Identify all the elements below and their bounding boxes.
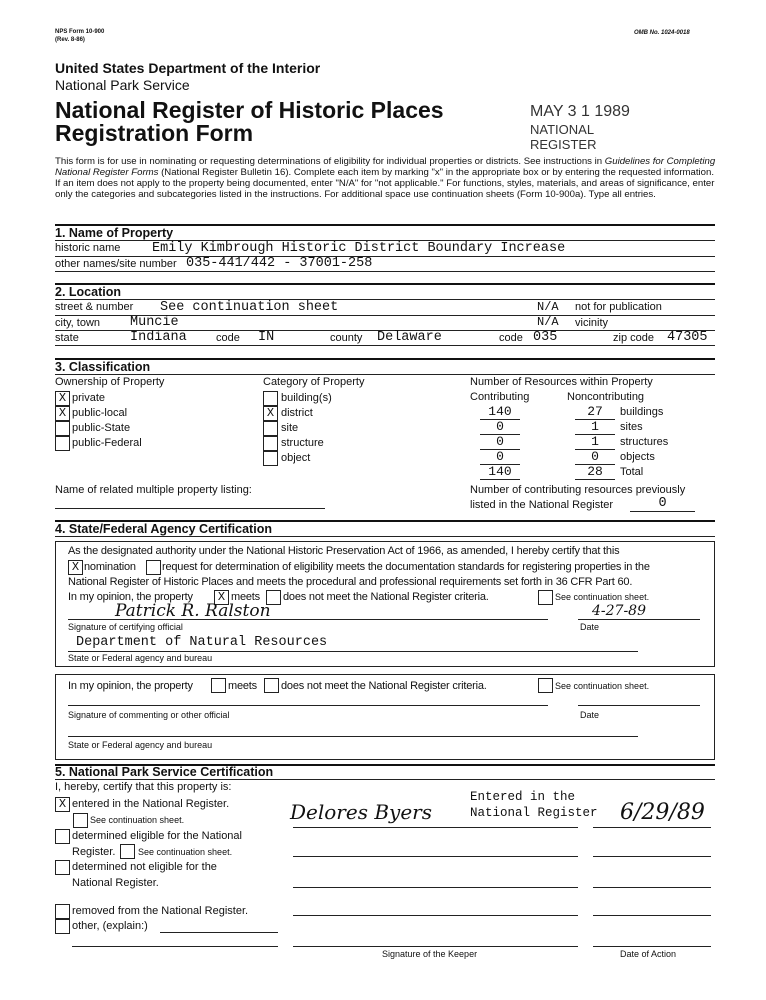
state-code-field[interactable]: IN (258, 330, 275, 345)
county-field[interactable]: Delaware (377, 330, 442, 345)
entered-continuation-label: See continuation sheet. (90, 815, 185, 825)
building-label: building(s) (281, 392, 332, 404)
divider (55, 271, 715, 272)
historic-name-label: historic name (55, 242, 121, 254)
multiple-listing-label: Name of related multiple property listing: (55, 484, 252, 496)
eligible-continuation-label: See continuation sheet. (138, 847, 233, 857)
contributing-count[interactable]: 140 (488, 404, 512, 419)
district-label: district (281, 407, 313, 419)
stamp-national: NATIONAL (530, 122, 595, 137)
other-explain-line-2 (72, 946, 278, 947)
city-field[interactable]: Muncie (130, 315, 179, 330)
keeper-label: Signature of the Keeper (382, 949, 478, 959)
structure-checkbox[interactable] (263, 436, 278, 451)
county-label: county (330, 332, 363, 344)
contributing-count[interactable]: 0 (496, 434, 504, 449)
service: National Park Service (55, 77, 190, 93)
omb-number: OMB No. 1024-0018 (634, 30, 690, 36)
eligible-continuation-checkbox[interactable] (120, 844, 135, 859)
eligible-label-2: Register. (72, 846, 116, 858)
contributing-heading: Contributing (470, 391, 530, 403)
divider (55, 374, 715, 375)
street-label: street & number (55, 301, 134, 313)
opinion-label-2: In my opinion, the property (68, 680, 193, 692)
other-label: other, (explain:) (72, 920, 148, 932)
action-date-line (593, 856, 711, 857)
opinion-label: In my opinion, the property (68, 591, 193, 603)
state-field[interactable]: Indiana (130, 330, 187, 345)
received-stamp-date: MAY 3 1 1989 (530, 103, 630, 120)
state-label: state (55, 332, 79, 344)
action-date-line (593, 827, 711, 828)
public-federal-checkbox[interactable] (55, 436, 70, 451)
section-3-heading: 3. Classification (55, 360, 151, 374)
divider (55, 345, 715, 346)
other-checkbox[interactable] (55, 919, 70, 934)
certifying-signature: Patrick R. Ralston (115, 601, 271, 621)
na-publication[interactable]: N/A (537, 300, 559, 314)
stamp-register: REGISTER (530, 137, 597, 152)
resource-type-label: objects (620, 451, 655, 463)
zip-label: zip code (613, 332, 654, 344)
meets-checkbox-2[interactable] (211, 678, 226, 693)
object-label: object (281, 452, 311, 464)
section-2-heading: 2. Location (55, 285, 121, 299)
resource-type-label: sites (620, 421, 643, 433)
page-subtitle: Registration Form (55, 120, 254, 146)
divider (55, 779, 715, 780)
nomination-checkbox[interactable]: X (68, 560, 83, 575)
section-4-heading: 4. State/Federal Agency Certification (55, 522, 272, 536)
divider (630, 511, 695, 512)
date-label-2: Date (580, 710, 600, 720)
continuation-label-2: See continuation sheet. (555, 681, 650, 691)
nomination-label: nomination (84, 561, 136, 573)
removed-label: removed from the National Register. (72, 905, 249, 917)
not-eligible-label-2: National Register. (72, 877, 159, 889)
noncontributing-count[interactable]: 28 (587, 464, 603, 479)
public-state-label: public-State (72, 422, 131, 434)
na-vicinity[interactable]: N/A (537, 315, 559, 329)
page-title: National Register of Historic Places (55, 97, 444, 123)
instructions-guideline-title: Guidelines for Completing National Register Forms (55, 156, 716, 178)
cert-text-1: As the designated authority under the National Historic Preservation Act of 1966, as amended, I hereby certify that this (68, 545, 620, 557)
divider (55, 256, 715, 257)
previously-listed-field[interactable]: 0 (658, 496, 667, 511)
other-explain-line (160, 932, 278, 933)
agency-line-2 (68, 736, 638, 737)
ownership-heading: Ownership of Property (55, 376, 165, 388)
not-eligible-label: determined not eligible for the (72, 861, 217, 873)
public-local-checkbox[interactable]: X (55, 406, 70, 421)
site-checkbox[interactable] (263, 421, 278, 436)
county-code-field[interactable]: 035 (533, 330, 558, 345)
signature-line-2 (68, 705, 548, 706)
action-date-line (593, 887, 711, 888)
divider (55, 358, 715, 360)
resources-heading: Number of Resources within Property (470, 376, 653, 388)
noncontributing-count[interactable]: 0 (591, 449, 599, 464)
keeper-line (293, 915, 578, 916)
contributing-count[interactable]: 140 (488, 464, 512, 479)
action-date-label: Date of Action (620, 949, 677, 959)
instructions (55, 156, 720, 200)
eligible-checkbox[interactable] (55, 829, 70, 844)
object-checkbox[interactable] (263, 451, 278, 466)
noncontributing-heading: Noncontributing (567, 391, 645, 403)
form-number: NPS Form 10-900 (55, 29, 105, 35)
section-5-heading: 5. National Park Service Certification (55, 765, 274, 779)
entered-label: entered in the National Register. (72, 798, 230, 810)
resource-type-label: Total (620, 466, 644, 478)
keeper-line (293, 887, 578, 888)
structure-label: structure (281, 437, 324, 449)
meets-label: meets (231, 591, 260, 603)
agency-field[interactable]: Department of Natural Resources (76, 635, 328, 650)
does-not-meet-checkbox-2[interactable] (264, 678, 279, 693)
street-field[interactable]: See continuation sheet (160, 300, 339, 315)
contributing-count[interactable]: 0 (496, 449, 504, 464)
county-code-label: code (499, 332, 523, 344)
department: United States Department of the Interior (55, 60, 321, 76)
form-revision: (Rev. 8-86) (55, 37, 85, 43)
action-date-line (593, 946, 711, 947)
historic-name-field[interactable]: Emily Kimbrough Historic District Boundary Increase (152, 241, 566, 256)
certifying-date: 4-27-89 (592, 603, 646, 619)
resource-type-label: structures (620, 436, 669, 448)
noncontributing-count[interactable]: 1 (591, 419, 599, 434)
action-date: 6/29/89 (620, 800, 705, 825)
divider (55, 299, 715, 300)
keeper-line (293, 827, 578, 828)
zip-field[interactable]: 47305 (667, 330, 708, 345)
previously-listed-label: Number of contributing resources previously (470, 484, 686, 496)
public-state-checkbox[interactable] (55, 421, 70, 436)
category-heading: Category of Property (263, 376, 365, 388)
eligible-label: determined eligible for the National (72, 830, 242, 842)
date-line-2 (578, 705, 700, 706)
other-names-field[interactable]: 035-441/442 - 37001-258 (186, 256, 373, 271)
meets-checkbox[interactable]: X (214, 590, 229, 605)
action-date-line (593, 915, 711, 916)
entered-continuation-checkbox[interactable] (73, 813, 88, 828)
not-eligible-checkbox[interactable] (55, 860, 70, 875)
continuation-label: See continuation sheet. (555, 592, 650, 602)
private-checkbox[interactable]: X (55, 391, 70, 406)
not-for-publication-label: not for publication (575, 301, 662, 313)
entered-stamp-1: Entered in the (470, 790, 576, 804)
private-label: private (72, 392, 106, 404)
building-checkbox[interactable] (263, 391, 278, 406)
entered-checkbox[interactable]: X (55, 797, 70, 812)
code-label: code (216, 332, 240, 344)
continuation-checkbox-2[interactable] (538, 678, 553, 693)
noncontributing-count[interactable]: 1 (591, 434, 599, 449)
request-checkbox[interactable] (146, 560, 161, 575)
instructions-text-2: (National Register Bulletin 16). Complete each item by marking "x" in the appropriate box or by entering the requested information. If an item does not apply to the property being documented, enter "N/A" for "not applicable." For functions, styles, materials, and areas of significance, enter only the categories and subcategories listed in the instructions. For additional space use continuation sheets (Form 10-900a). Type all entries. (55, 167, 715, 200)
keeper-line (293, 946, 578, 947)
agency-label: State or Federal agency and bureau (68, 653, 213, 663)
count-line (480, 479, 520, 480)
divider (55, 536, 715, 537)
district-checkbox[interactable]: X (263, 406, 278, 421)
does-not-meet-label-2: does not meet the National Register criteria. (281, 680, 487, 692)
keeper-line (293, 856, 578, 857)
agency-line (68, 651, 638, 652)
count-line (575, 479, 615, 480)
cert-text-3: National Register of Historic Places and meets the procedural and professional requirements set forth in 36 CFR Part 60. (68, 576, 633, 588)
request-label: request for determination of eligibility meets the documentation standards for registering properties in the (162, 561, 650, 573)
section-1-heading: 1. Name of Property (55, 226, 174, 240)
keeper-signature: Delores Byers (290, 800, 432, 824)
site-label: site (281, 422, 299, 434)
divider (55, 283, 715, 285)
public-federal-label: public-Federal (72, 437, 142, 449)
previously-listed-label-2: listed in the National Register (470, 499, 614, 511)
nps-intro: I, hereby, certify that this property is: (55, 781, 232, 793)
instructions-text: This form is for use in nominating or requesting determinations of eligibility for individual properties or districts. See instructions in (55, 156, 605, 167)
signature-label-2: Signature of commenting or other official (68, 710, 230, 720)
noncontributing-count[interactable]: 27 (587, 404, 603, 419)
city-label: city, town (55, 317, 101, 329)
resource-type-label: buildings (620, 406, 664, 418)
signature-line (68, 619, 548, 620)
public-local-label: public-local (72, 407, 128, 419)
removed-checkbox[interactable] (55, 904, 70, 919)
meets-label-2: meets (228, 680, 257, 692)
agency-label-2: State or Federal agency and bureau (68, 740, 213, 750)
continuation-checkbox[interactable] (538, 590, 553, 605)
contributing-count[interactable]: 0 (496, 419, 504, 434)
entered-stamp-2: National Register (470, 806, 598, 820)
vicinity-label: vicinity (575, 317, 609, 329)
does-not-meet-label: does not meet the National Register criteria. (283, 591, 489, 603)
other-names-label: other names/site number (55, 258, 177, 270)
date-label: Date (580, 622, 600, 632)
date-line (578, 619, 700, 620)
multiple-listing-line (55, 508, 325, 509)
signature-label: Signature of certifying official (68, 622, 183, 632)
